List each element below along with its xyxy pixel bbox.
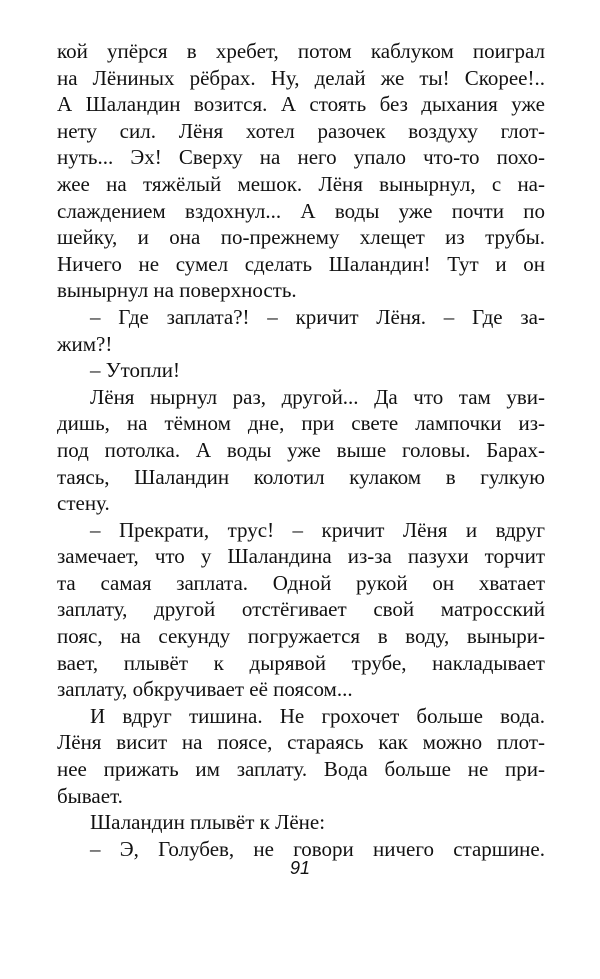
text-line-3: А Шаландин возится. А стоять без дыхания уже [57, 92, 545, 117]
text-line-30: Шаландин плывёт к Лёне: [90, 810, 326, 835]
text-line-4: нету сил. Лёня хотел разочек воздуху глот- [57, 118, 545, 143]
text-line-7: слаждением вздохнул... А воды уже почти по [57, 198, 545, 223]
text-line-9: Ничего не сумел сделать Шаландин! Тут и он [57, 251, 545, 276]
text-line-21: та самая заплата. Одной рукой он хватает [57, 570, 545, 595]
text-line-10: вынырнул на поверхность. [57, 278, 297, 303]
text-line-28: нее прижать им заплату. Вода больше не при- [57, 757, 545, 782]
page-number: 91 [289, 858, 311, 878]
text-line-31: – Э, Голубев, не говори ничего старшине. [90, 836, 545, 861]
text-line-16: под потолка. А воды уже выше головы. Барах- [57, 437, 545, 462]
text-line-23: пояс, на секунду погружается в воду, выныри- [57, 624, 545, 649]
text-line-18: стену. [57, 491, 110, 516]
text-line-8: шейку, и она по-прежнему хлещет из трубы. [57, 225, 545, 250]
text-line-11: – Где заплата?! – кричит Лёня. – Где за- [90, 304, 545, 329]
text-line-1: кой упёрся в хребет, потом каблуком поиграл [57, 39, 545, 63]
text-line-24: вает, плывёт к дырявой трубе, накладывает [57, 650, 545, 675]
text-line-27: Лёня висит на поясе, стараясь как можно плот- [57, 730, 545, 755]
text-line-26: И вдруг тишина. Не грохочет больше вода. [90, 703, 545, 728]
text-line-5: нуть... Эх! Сверху на него упало что-то похо- [57, 145, 545, 170]
text-line-6: жее на тяжёлый мешок. Лёня вынырнул, с на- [57, 171, 545, 196]
text-line-14: Лёня нырнул раз, другой... Да что там уви- [90, 384, 545, 409]
text-line-17: таясь, Шаландин колотил кулаком в гулкую [57, 464, 545, 489]
text-line-29: бывает. [57, 783, 123, 808]
text-line-12: жим?! [57, 331, 113, 356]
text-line-15: дишь, на тёмном дне, при свете лампочки из- [57, 411, 545, 436]
text-line-20: замечает, что у Шаландина из-за пазухи торчит [57, 544, 545, 569]
text-line-19: – Прекрати, трус! – кричит Лёня и вдруг [90, 517, 545, 542]
text-line-25: заплату, обкручивает её поясом... [57, 677, 353, 702]
text-line-13: – Утопли! [90, 358, 180, 383]
page-body-text [57, 38, 545, 862]
text-line-2: на Лёниных рёбрах. Ну, делай же ты! Скорее!.. [57, 65, 545, 90]
text-line-22: заплату, другой отстёгивает свой матросский [57, 597, 545, 622]
